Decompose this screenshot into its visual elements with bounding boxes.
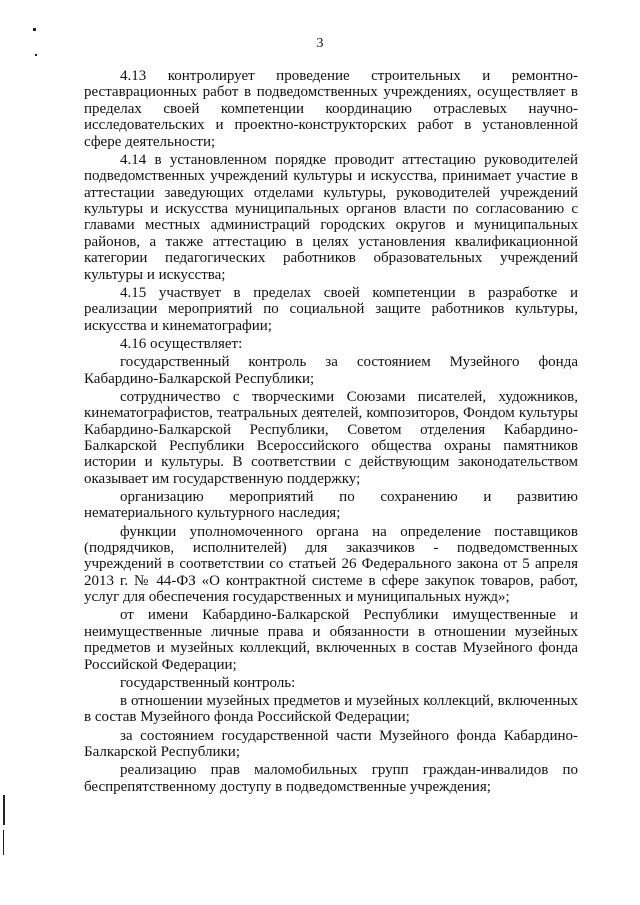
scan-mark — [33, 28, 36, 31]
list-item-museum-control: государственный контроль за состоянием Музейного фонда Кабардино-Балкарской Республики; — [84, 354, 578, 387]
paragraph-4-14: 4.14 в установленном порядке проводит аттестацию руководителей подведомственных учреждений культуры и искусства, принимает участие в аттестации заведующих отделами культуры, руководителей учреждений культуры и искусства муниципальных органов власти по согласованию с главами местных администраций городских округов и муниципальных районов, а также аттестацию в целях установления квалификационной категории педагогических работников образовательных учреждений культуры и искусства; — [84, 151, 578, 283]
paragraph-4-13: 4.13 контролирует проведение строительных и ремонтно-реставрационных работ в подведомственных учреждениях, осуществляет в пределах своей компетенции координацию отраслевых научно-исследовательских и проектно-конструкторских работ в установленной сфере деятельности; — [84, 68, 578, 150]
paragraph-4-16: 4.16 осуществляет: — [120, 335, 243, 352]
list-item-state-part: за состоянием государственной части Музейного фонда Кабардино-Балкарской Республики; — [84, 727, 578, 761]
list-item-procurement: функции уполномоченного органа на определение поставщиков (подрядчиков, исполнителей) для заказчиков - подведомственных учреждений в соответствии со статьей 26 Федерального закона от 5 апреля 2013 г. № 44-ФЗ «О контрактной системе в сфере закупок товаров, работ, услуг для обеспечения государственных и муниципальных нужд»; — [84, 523, 578, 606]
list-item-state-control: государственный контроль: — [120, 674, 296, 691]
scan-mark — [35, 54, 37, 56]
list-item-heritage: организацию мероприятий по сохранению и развитию нематериального культурного наследия; — [84, 488, 578, 522]
page-number: 3 — [316, 36, 324, 51]
document-body — [84, 68, 578, 795]
scan-edge-mark — [3, 795, 5, 825]
scan-edge-mark — [3, 830, 4, 855]
list-item-accessibility: реализацию прав маломобильных групп граждан-инвалидов по беспрепятственному доступу в подведомственные учреждения; — [84, 762, 578, 795]
list-item-cooperation: сотрудничество с творческими Союзами писателей, художников, кинематографистов, театральных деятелей, композиторов, Фондом культуры Кабардино-Балкарской Республики, Советом отделения Кабардино-Балкарской Республики Всероссийского общества охраны памятников истории и культуры. В соответствии с действующим законодательством оказывает им государственную поддержку; — [84, 388, 578, 487]
list-item-property-rights: от имени Кабардино-Балкарской Республики имущественные и неимущественные личные права и обязанности в отношении музейных предметов и музейных коллекций, включенных в состав Музейного фонда Российской Федерации; — [84, 607, 578, 673]
list-item-museum-objects: в отношении музейных предметов и музейных коллекций, включенных в состав Музейного фонда Российской Федерации; — [84, 693, 578, 726]
paragraph-4-15: 4.15 участвует в пределах своей компетенции в разработке и реализации мероприятий по социальной защите работников культуры, искусства и кинематографии; — [84, 284, 578, 334]
